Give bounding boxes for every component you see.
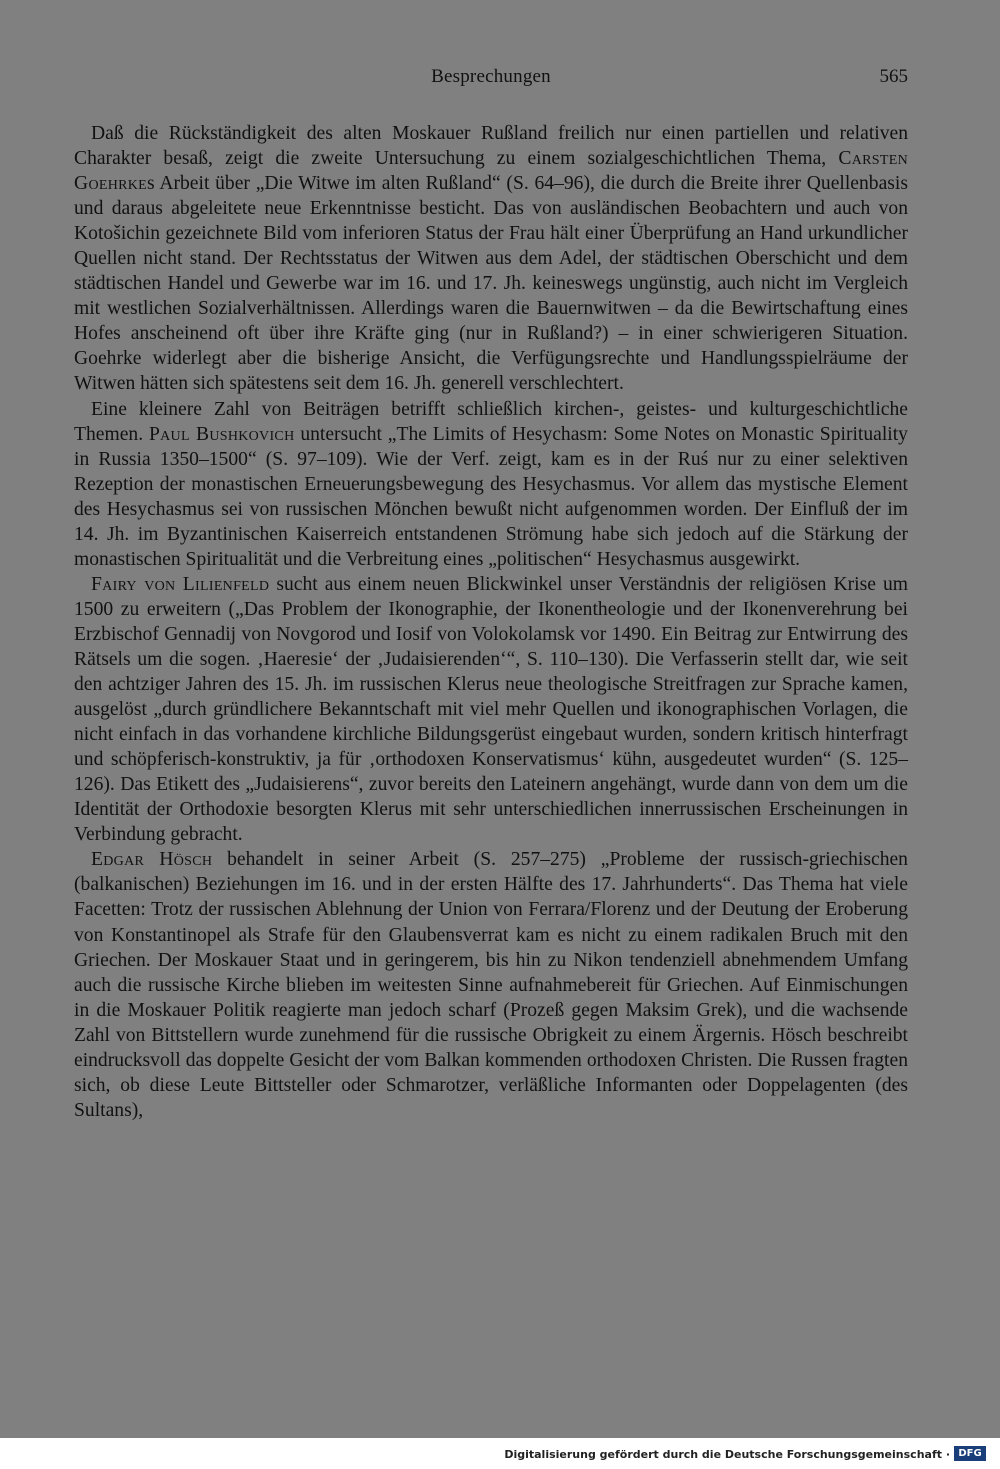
paragraph-1-text-cont: s Arbeit über „Die Witwe im alten Rußland“ (S. 64–96), die durch die Breite ihrer Quellenbasis und daraus abgeleitete neue Erkenntnisse besticht. Das von ausländischen Beobachtern und auch von Kotošichin gezeichnete Bild vom inferioren Status der Frau hält einer Überprüfung an Hand urkundlicher Quellen nicht stand. Der Rechtsstatus der Witwen aus dem Adel, der städtischen Oberschicht und dem städtischen Handel und Gewerbe war im 16. und 17. Jh. keineswegs ungünstig, auch nicht im Vergleich mit westlichen Sozialverhältnissen. Allerdings waren die Bauernwitwen – da die Bewirtschaftung eines Hofes anscheinend oft über ihre Kräfte ging (nur in Rußland?) – in einer schwierigeren Situation. Goehrke widerlegt aber die bisherige Ansicht, die Verfügungsrechte und Handlungsspielräume der Witwen hätten sich spätestens seit dem 16. Jh. generell verschlechtert. xyxy=(74,173,908,395)
paragraph-1-text: Daß die Rückständigkeit des alten Moskauer Rußland freilich nur einen partiellen und relativen Charakter besaß, zeigt die zweite Untersuchung zu einem sozialgeschichtlichen Thema, xyxy=(74,123,908,170)
author-name: Carsten Goehrke xyxy=(74,148,908,195)
digitization-footer xyxy=(0,1438,1000,1469)
paragraph-2-lead: Eine kleinere Zahl von Beiträgen betrifft schließlich kirchen-, geistes- und kulturgeschichtliche Themen. xyxy=(74,398,908,445)
dfg-logo-icon: DFG xyxy=(954,1446,986,1461)
author-name: Fairy von Lilienfeld xyxy=(91,573,270,595)
body-text xyxy=(74,121,908,1123)
running-title: Besprechungen xyxy=(431,66,551,87)
paragraph-3 xyxy=(74,572,908,848)
author-name: Edgar Hösch xyxy=(91,849,213,871)
paragraph-4-text: behandelt in seiner Arbeit (S. 257–275) „Probleme der russisch-griechischen (balkanischen) Beziehungen im 16. und in der ersten Hälfte des 17. Jahrhunderts“. Das Thema hat viele Facetten: Trotz der russischen Ablehnung der Union von Ferrara/Florenz und der Deutung der Eroberung von Konstantinopel als Strafe für den Glaubensverrat kam es nicht zu einem radikalen Bruch mit den Griechen. Der Moskauer Staat und in geringerem, bis hin zu Nikon tendenziell abnehmendem Umfang auch die russische Kirche blieben im weitesten Sinne aufnahmebereit für Griechen. Auf Einmischungen in die Moskauer Politik reagierte man jedoch scharf (Prozeß gegen Maksim Grek), und die wachsende Zahl von Bittstellern wurde zunehmend für die russische Obrigkeit zu einem Ärgernis. Hösch beschreibt eindrucksvoll das doppelte Gesicht der vom Balkan kommenden orthodoxen Christen. Die Russen fragten sich, ob diese Leute Bittsteller oder Schmarotzer, verläßliche Informanten oder Doppelagenten (des Sultans), xyxy=(74,849,908,1121)
paragraph-2-text: untersucht „The Limits of Hesychasm: Some Notes on Monastic Spirituality in Russia 1350–1500“ (S. 97–109). Wie der Verf. zeigt, kam es in der Ruś nur zu einer selektiven Rezeption der monastischen Erneuerungsbewegung des Hesychasmus. Vor allem das mystische Element des Hesychasmus sei von russischen Mönchen bewußt nicht aufgenommen worden. Der Einfluß der im 14. Jh. im Byzantinischen Kaiserreich entstandenen Strömung habe sich jedoch auf die Stärkung der monastischen Spiritualität und die Verbreitung eines „politischen“ Hesychasmus ausgewirkt. xyxy=(74,423,908,570)
paragraph-1 xyxy=(74,121,908,397)
page-header xyxy=(74,66,908,94)
page-number: 565 xyxy=(879,66,908,87)
author-name: Paul Bushkovich xyxy=(148,423,295,445)
paragraph-2 xyxy=(74,397,908,572)
paragraph-3-text: sucht aus einem neuen Blickwinkel unser Verständnis der religiösen Krise um 1500 zu erweitern („Das Problem der Ikonographie, der Ikonentheologie und der Ikonenverehrung bei Erzbischof Gennadij von Novgorod und Iosif von Volokolamsk vor 1490. Ein Beitrag zur Entwirrung des Rätsels um die sogen. ‚Haeresie‘ der ‚Judaisierenden‘“, S. 110–130). Die Verfasserin stellt dar, wie seit den achtziger Jahren des 15. Jh. im russischen Klerus neue theologische Streitfragen zur Sprache kamen, ausgelöst „durch gründlichere Bekanntschaft mit viel mehr Quellen und ikonographischen Vorlagen, die nicht einfach in das vorhandene kirchliche Bildungsgerüst eingebaut wurden, sondern kritisch hinterfragt und schöpferisch-konstruktiv, ja für ‚orthodoxen Konservatismus‘ kühn, ausgedeutet wurden“ (S. 125–126). Das Etikett des „Judaisierens“, zuvor bereits den Lateinern angehängt, wurde dann von dem um die Identität der Orthodoxie besorgten Klerus mit sehr unterschiedlichen innerrussischen Erscheinungen in Verbindung gebracht. xyxy=(74,573,908,846)
footer-credit: Digitalisierung gefördert durch die Deutsche Forschungsgemeinschaft · xyxy=(504,1448,950,1461)
paragraph-4 xyxy=(74,847,908,1123)
